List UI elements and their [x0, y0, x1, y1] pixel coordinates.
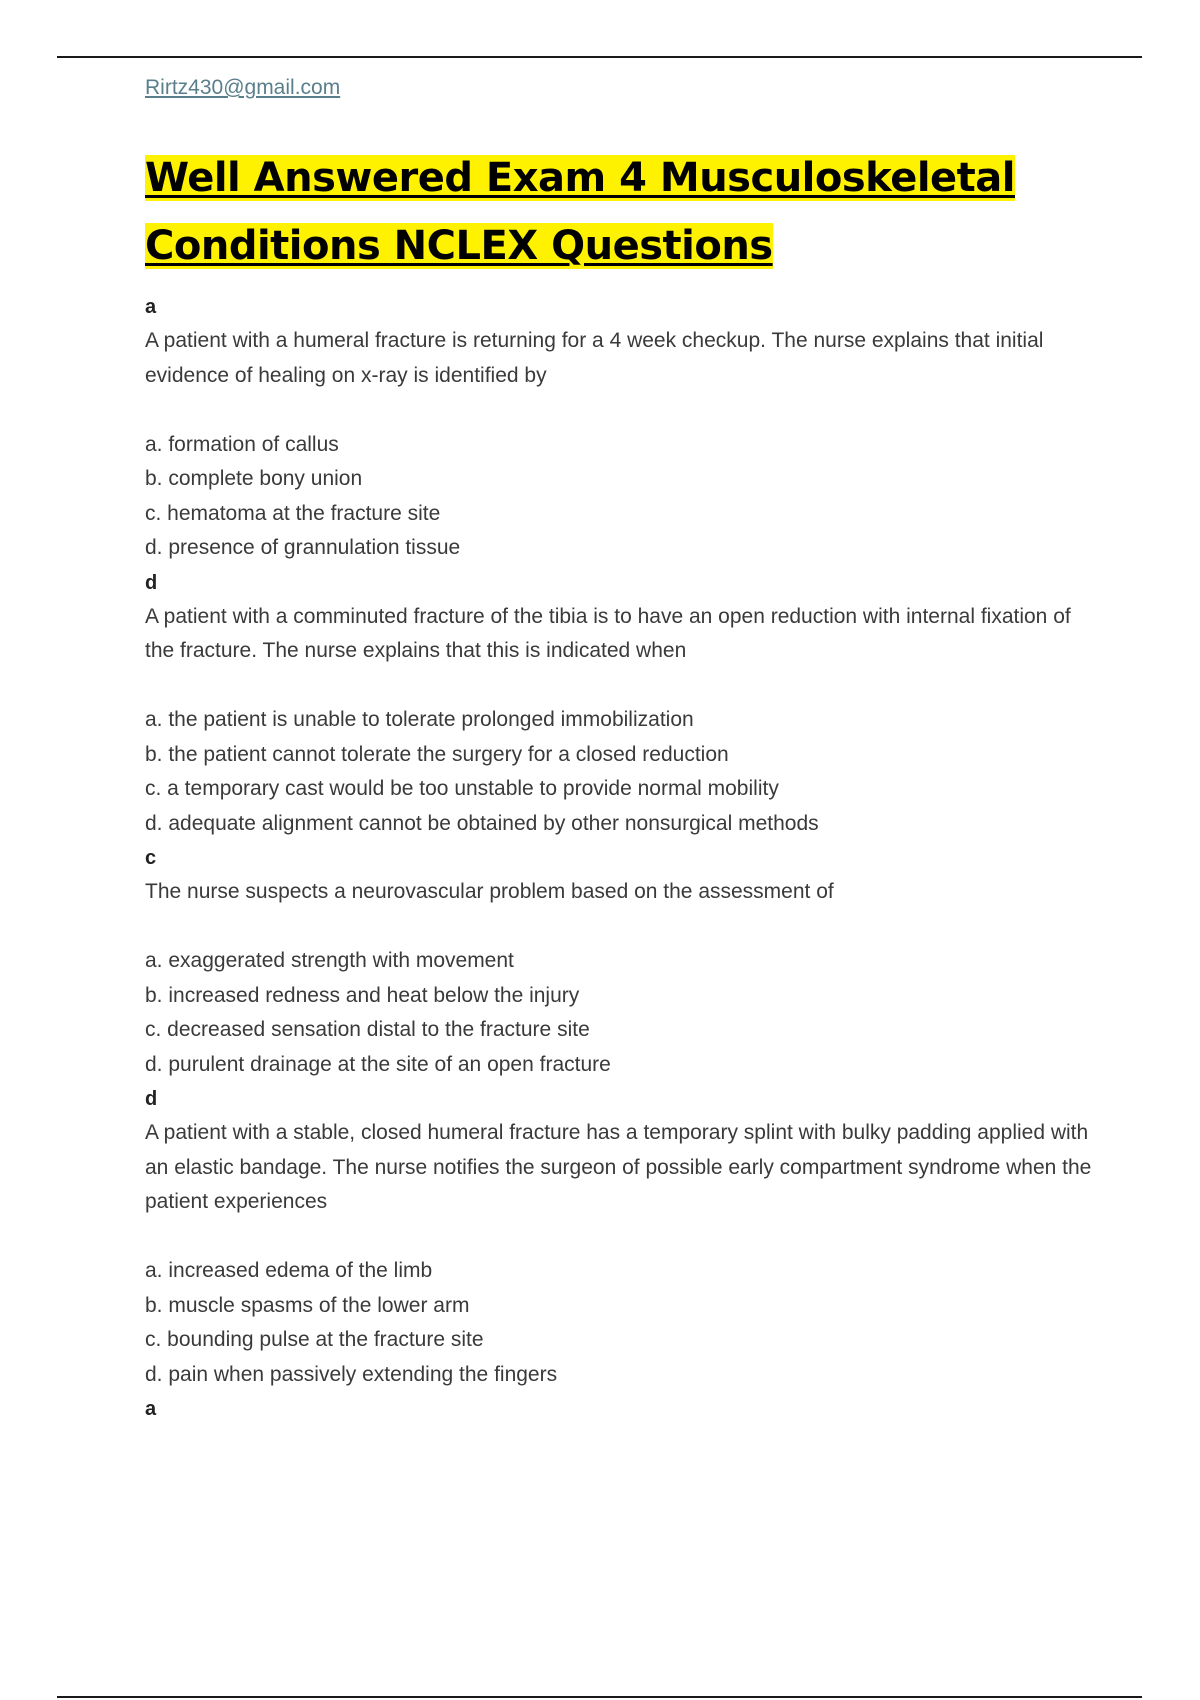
blank-line [145, 393, 1105, 428]
blank-line [145, 669, 1105, 704]
title-line-2: Conditions NCLEX Questions [145, 223, 773, 269]
answer-key: d [145, 1088, 158, 1110]
qa-item [145, 290, 1105, 566]
option: c. decreased sensation distal to the fracture site [145, 1018, 590, 1041]
answer-key: a [145, 1398, 157, 1420]
bottom-rule [57, 1696, 1142, 1698]
option: a. the patient is unable to tolerate prolonged immobilization [145, 708, 694, 731]
question-text: A patient with a comminuted fracture of the tibia is to have an open reduction with internal fixation of the fracture. The nurse explains that this is indicated when [145, 604, 1071, 662]
option: c. a temporary cast would be too unstable to provide normal mobility [145, 777, 779, 800]
option: d. purulent drainage at the site of an open fracture [145, 1052, 611, 1076]
option: b. the patient cannot tolerate the surgery for a closed reduction [145, 742, 729, 766]
title-line-1: Well Answered Exam 4 Musculoskeletal [145, 155, 1015, 201]
question-text: The nurse suspects a neurovascular problem based on the assessment of [145, 880, 834, 903]
question-text: A patient with a humeral fracture is returning for a 4 week checkup. The nurse explains that initial evidence of healing on x-ray is identified by [145, 329, 1044, 387]
email-link[interactable]: Rirtz430@gmail.com [145, 76, 341, 99]
option: b. muscle spasms of the lower arm [145, 1293, 470, 1317]
option: b. increased redness and heat below the injury [145, 983, 580, 1007]
answer-key: a [145, 296, 157, 318]
top-rule [57, 56, 1142, 58]
blank-line [145, 910, 1105, 945]
answer-key: d [145, 571, 158, 594]
qa-item [145, 566, 1105, 842]
qa-item [145, 1082, 1105, 1392]
option: d. adequate alignment cannot be obtained by other nonsurgical methods [145, 811, 819, 835]
option: a. formation of callus [145, 432, 339, 456]
option: d. pain when passively extending the fingers [145, 1362, 558, 1386]
answer-key: c [145, 847, 157, 869]
qa-item [145, 841, 1105, 1082]
qa-list [145, 290, 1105, 1426]
options-list [145, 944, 1105, 1082]
options-list [145, 428, 1105, 566]
option: a. increased edema of the limb [145, 1259, 433, 1282]
option: a. exaggerated strength with movement [145, 949, 514, 972]
question-text: A patient with a stable, closed humeral fracture has a temporary splint with bulky padding applied with an elastic bandage. The nurse notifies the surgeon of possible early compartment syndrome when the patient experiences [145, 1121, 1092, 1213]
page-content [145, 74, 1105, 1426]
option: b. complete bony union [145, 467, 363, 490]
options-list [145, 1254, 1105, 1392]
option: c. bounding pulse at the fracture site [145, 1328, 484, 1351]
options-list [145, 703, 1105, 841]
blank-line [145, 1220, 1105, 1255]
option: d. presence of grannulation tissue [145, 536, 461, 559]
option: c. hematoma at the fracture site [145, 501, 441, 525]
page-title [145, 144, 1105, 280]
